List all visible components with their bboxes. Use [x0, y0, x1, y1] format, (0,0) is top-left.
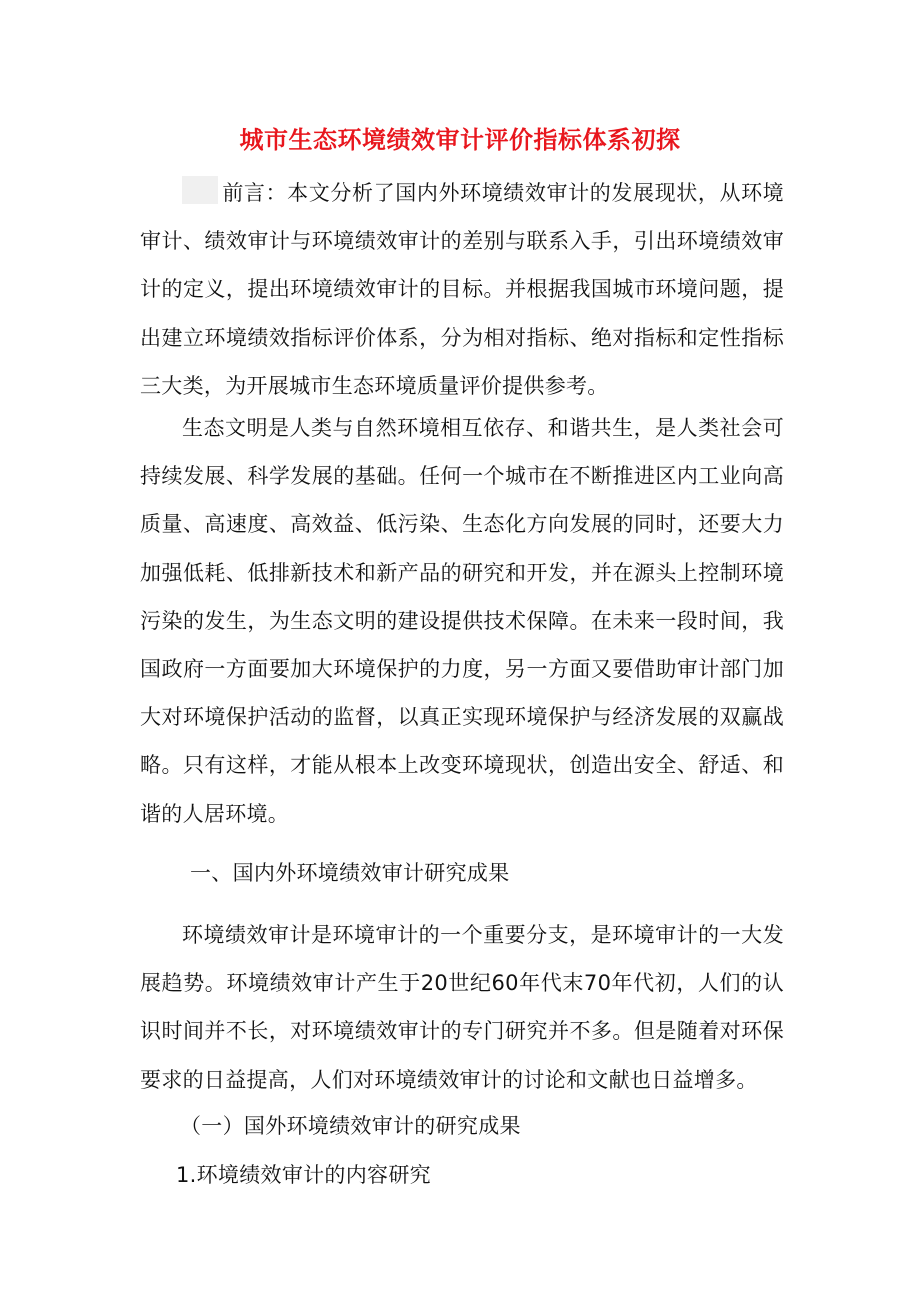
document-title: 城市生态环境绩效审计评价指标体系初探	[239, 126, 681, 154]
body-paragraph-2: 环境绩效审计是环境审计的一个重要分支，是环境审计的一大发展趋势。环境绩效审计产生于20世纪60年代末70年代初，人们的认识时间并不长，对环境绩效审计的专门研究并不多。但是随着对环保要求的日益提高，人们对环境绩效审计的讨论和文献也日益增多。	[140, 923, 784, 1092]
gray-mark	[182, 176, 218, 204]
section-heading-1: 一、国内外环境绩效审计研究成果	[190, 861, 510, 885]
preface-paragraph	[140, 169, 784, 410]
body-paragraph-1: 生态文明是人类与自然环境相互依存、和谐共生，是人类社会可持续发展、科学发展的基础。任何一个城市在不断推进区内工业向高质量、高速度、高效益、低污染、生态化方向发展的同时，还要大力加强低耗、低排新技术和新产品的研究和开发，并在源头上控制环境污染的发生，为生态文明的建设提供技术保障。在未来一段时间，我国政府一方面要加大环境保护的力度，另一方面又要借助审计部门加大对环境保护活动的监督，以真正实现环境保护与经济发展的双赢战略。只有这样，才能从根本上改变环境现状，创造出安全、舒适、和谐的人居环境。	[140, 416, 784, 826]
subsubsection-heading-1: 1.环境绩效审计的内容研究	[176, 1163, 431, 1187]
preface-text: 前言：本文分析了国内外环境绩效审计的发展现状，从环境审计、绩效审计与环境绩效审计的差别与联系入手，引出环境绩效审计的定义，提出环境绩效审计的目标。并根据我国城市环境问题，提出建立环境绩效指标评价体系，分为相对指标、绝对指标和定性指标三大类，为开展城市生态环境质量评价提供参考。	[140, 181, 784, 398]
subsection-heading-1: （一）国外环境绩效审计的研究成果	[180, 1114, 521, 1138]
